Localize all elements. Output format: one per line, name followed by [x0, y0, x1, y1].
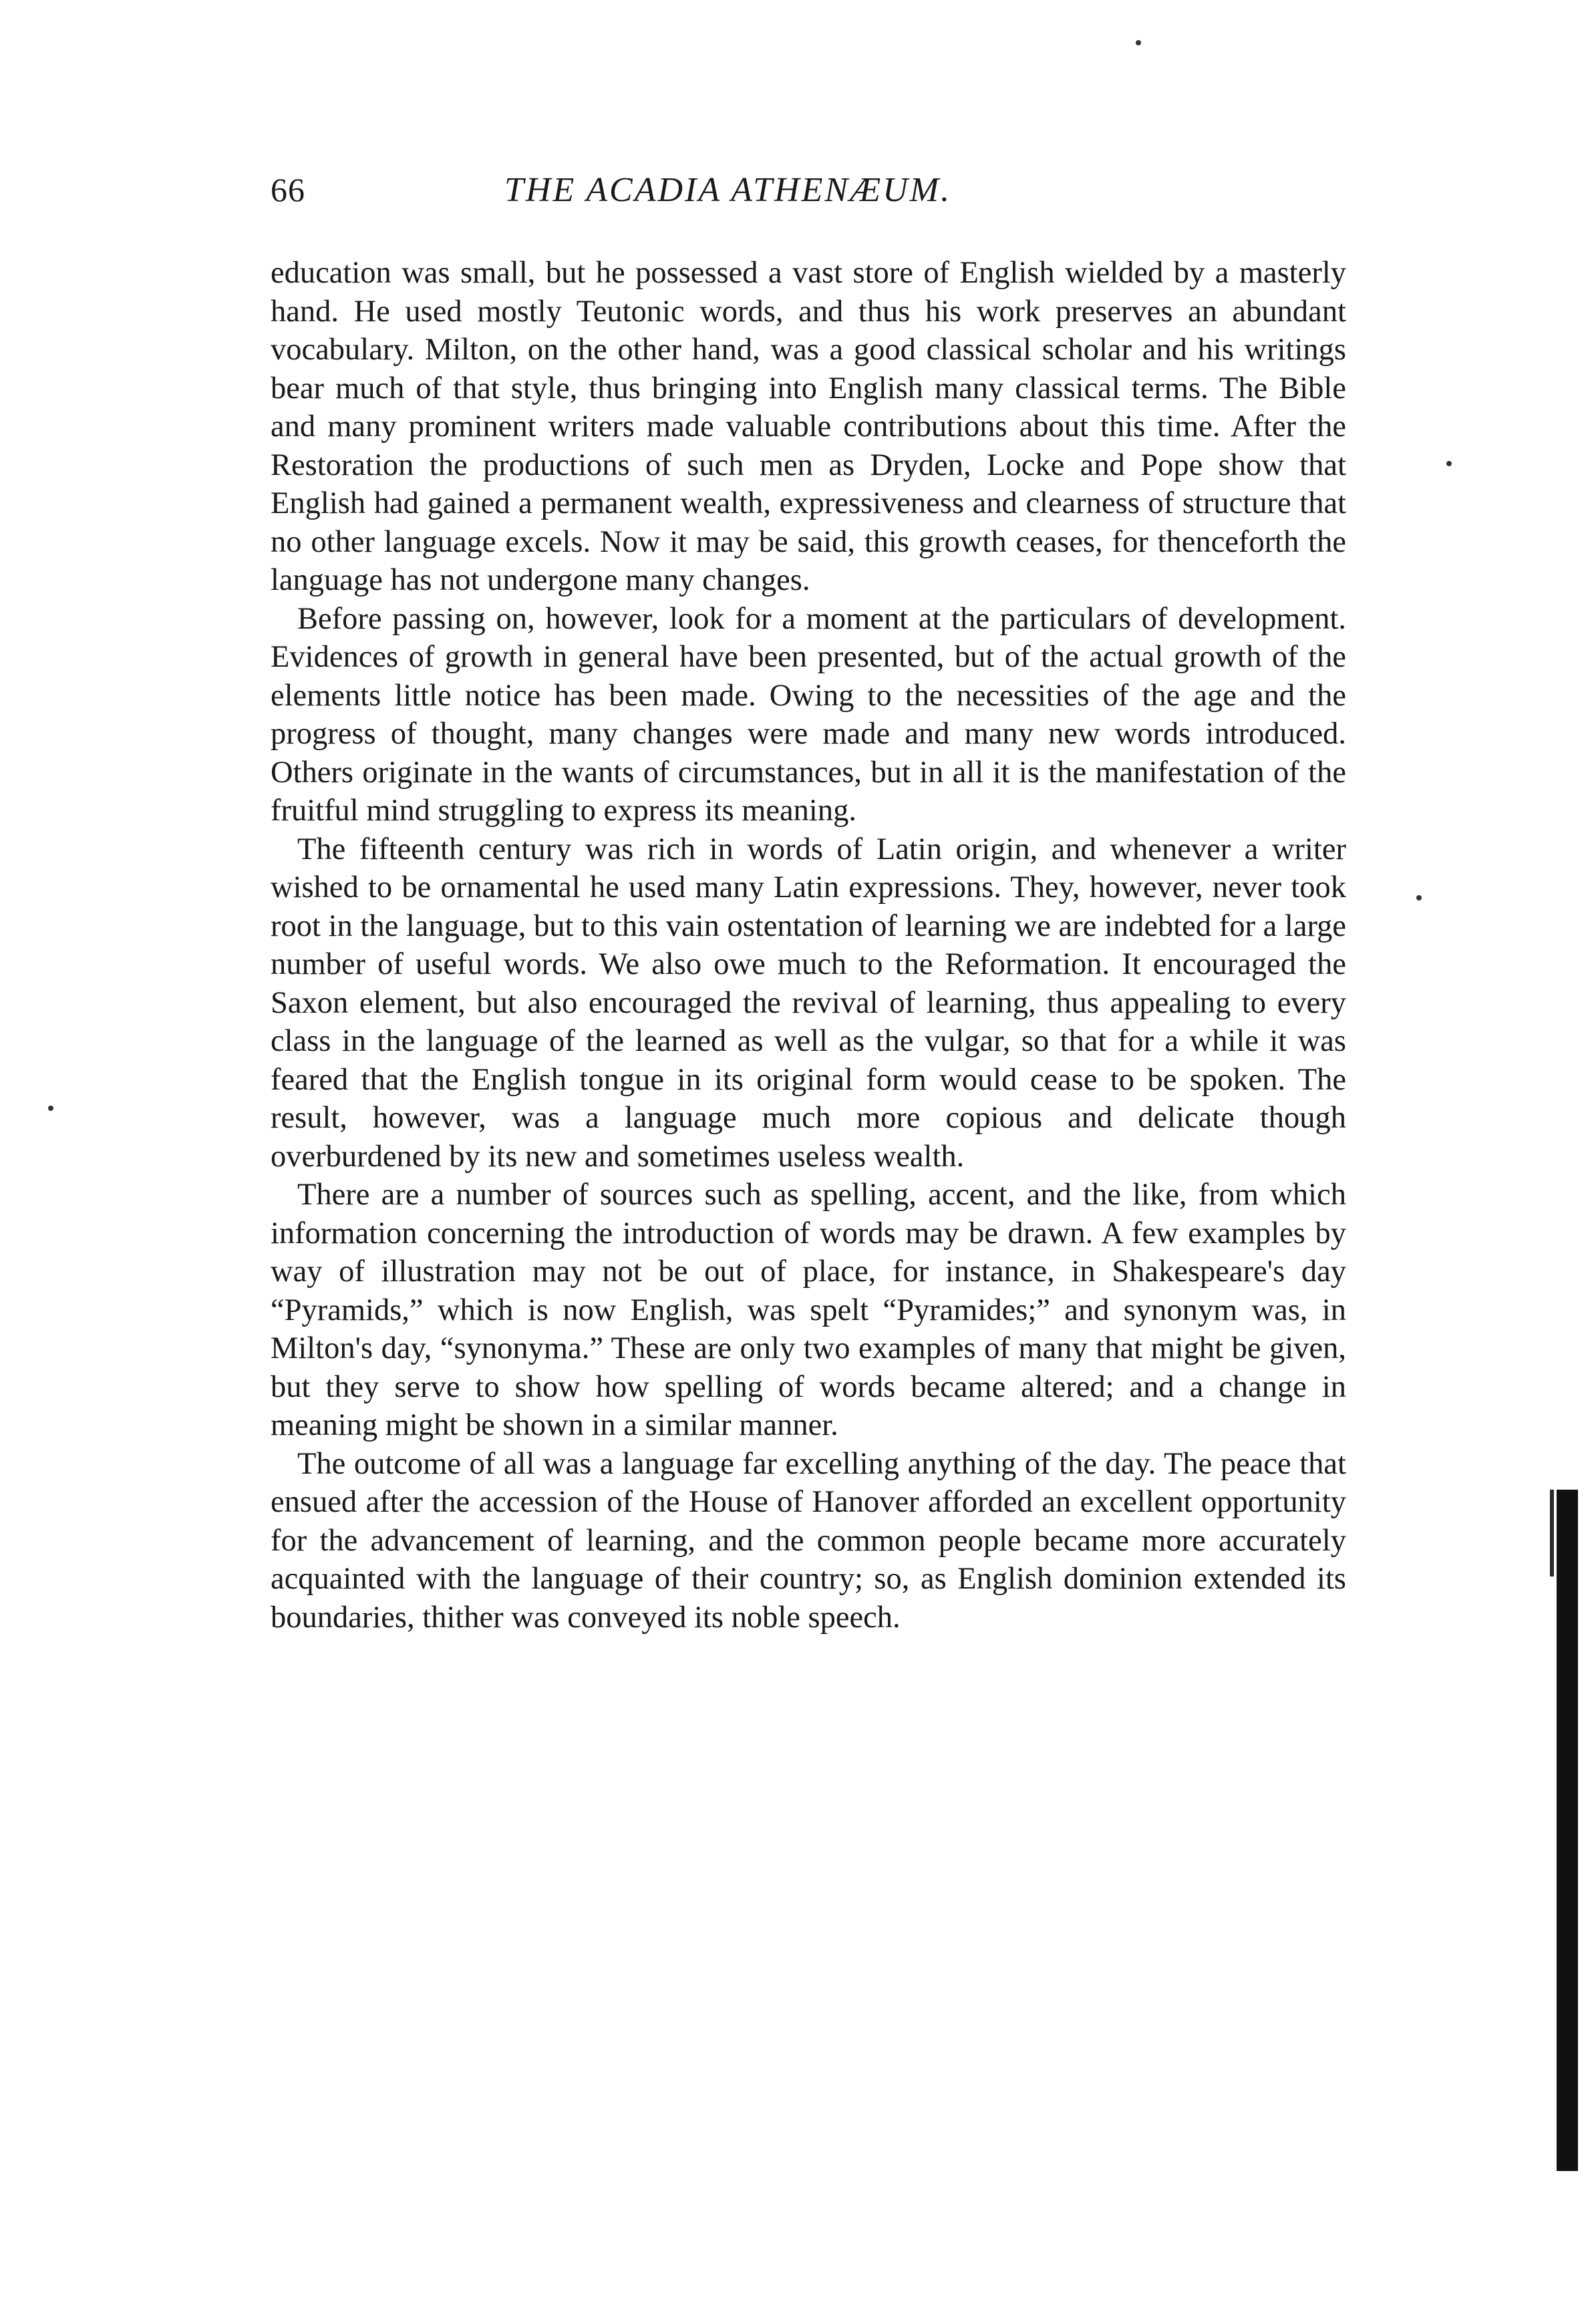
paragraph-5: The outcome of all was a language far excelling anything of the day. The peace that ensued after the accession of the House of Hanover afforded an excellent opportunity for the advancement of learning, and the common people became more accurately acquainted with the language of their country; so, as English dominion extended its boundaries, thither was conveyed its noble speech. — [271, 1446, 1346, 1635]
scan-edge-shadow — [1557, 1490, 1578, 2171]
paragraph-1: education was small, but he possessed a vast store of English wielded by a masterly hand. He used mostly Teutonic words, and thus his work preserves an abundant vocabulary. Milton, on the other hand, was a good classical scholar and his writings bear much of that style, thus bringing into English many classical terms. The Bible and many prominent writers made valuable contributions about this time. After the Restoration the productions of such men as Dryden, Locke and Pope show that English had gained a permanent wealth, expressiveness and clearness of structure that no other language excels. Now it may be said, this growth ceases, for thenceforth the language has not undergone many changes. — [271, 256, 1346, 597]
journal-title: THE ACADIA ATHENÆUM. — [504, 171, 952, 209]
scan-speck — [48, 1106, 53, 1111]
scan-speck — [1446, 461, 1452, 466]
scan-speck — [1136, 40, 1141, 45]
scan-speck — [1416, 895, 1422, 900]
paragraph-2: Before passing on, however, look for a moment at the particulars of development. Evidences of growth in general have been presented, but of the actual growth of the elements little notice has been made. Owing to the necessities of the age and the progress of thought, many changes were made and many new words introduced. Others originate in the wants of circumstances, but in all it is the manifestation of the fruitful mind struggling to express its meaning. — [271, 601, 1346, 828]
article-body — [271, 254, 1346, 1637]
page-number: 66 — [271, 171, 305, 208]
scan-edge-streak — [1550, 1490, 1554, 1576]
paragraph-4: There are a number of sources such as spelling, accent, and the like, from which information concerning the introduction of words may be drawn. A few examples by way of illustration may not be out of place, for instance, in Shakespeare's day “Pyramids,” which is now English, was spelt “Pyramides;” and synonym was, in Milton's day, “synonyma.” These are only two examples of many that might be given, but they serve to show how spelling of words became altered; and a change in meaning might be shown in a similar manner. — [271, 1178, 1346, 1442]
running-head — [271, 170, 1366, 230]
paragraph-3: The fifteenth century was rich in words of Latin origin, and whenever a writer wished to be ornamental he used many Latin expressions. They, however, never took root in the language, but to this vain ostentation of learning we are indebted for a large number of useful words. We also owe much to the Reformation. It encouraged the Saxon element, but also encouraged the revival of learning, thus appealing to every class in the language of the learned as well as the vulgar, so that for a while it was feared that the English tongue in its original form would cease to be spoken. The result, however, was a language much more copious and delicate though overburdened by its new and sometimes useless wealth. — [271, 832, 1346, 1174]
